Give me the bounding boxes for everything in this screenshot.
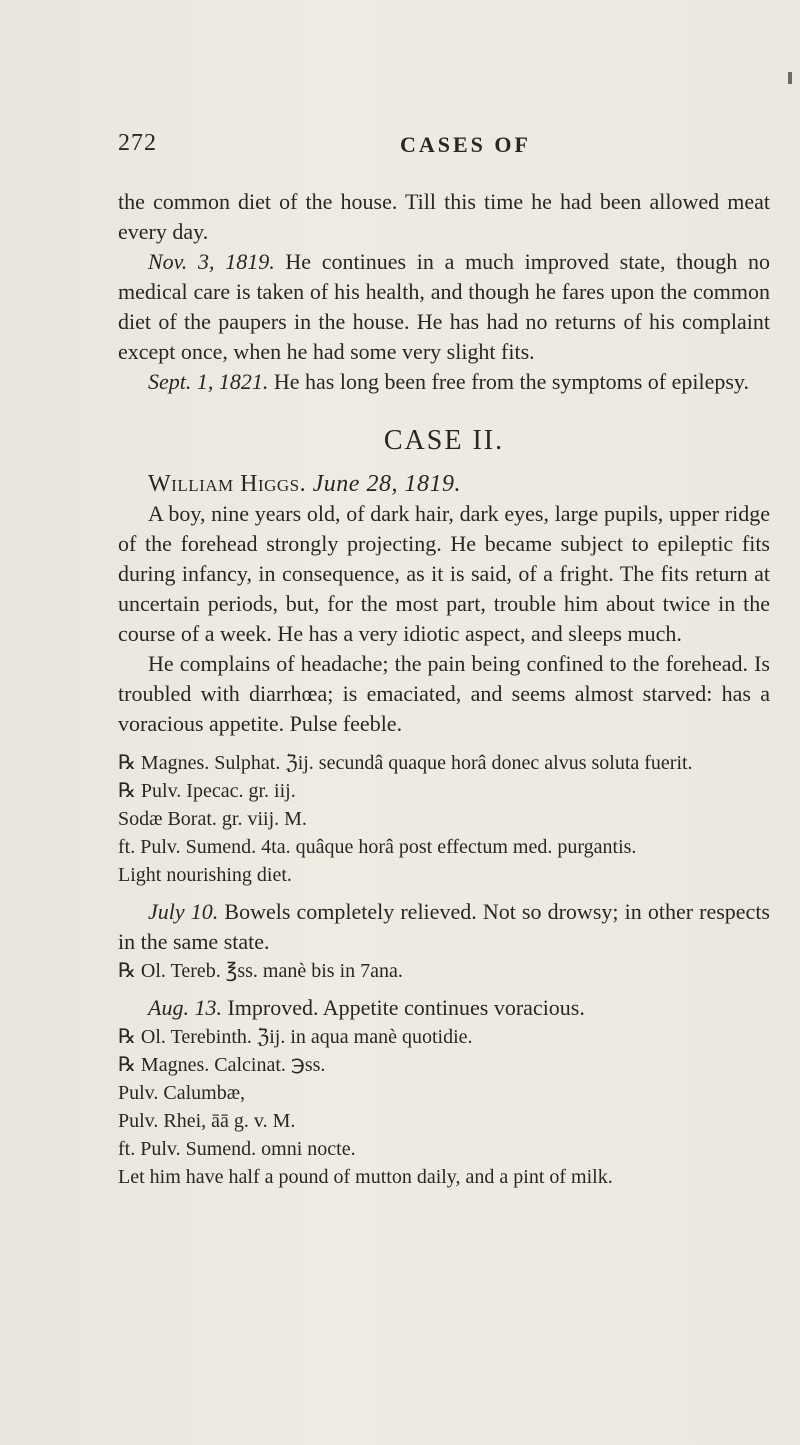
entry-text: He continues in a much improved state, though no medical care is taken of his health, and though he fares upon the common diet of the paupers in the house. He has had no returns of his complaint except once, when he had some very slight fits. [118, 249, 771, 364]
paragraph-aug-entry [118, 993, 770, 1023]
case-heading: CASE II. [383, 425, 505, 456]
entry-date: Sept. 1, 1821. [148, 369, 269, 394]
prescription-line: Pulv. Rhei, āā g. v. M. [118, 1110, 296, 1132]
prescription-line: ft. Pulv. Sumend. omni nocte. [118, 1138, 356, 1160]
entry-date: Nov. 3, 1819. [148, 249, 275, 274]
paragraph-july-entry [118, 897, 770, 957]
page-number: 272 [118, 130, 157, 156]
paragraph-continuation: the common diet of the house. Till this time he had been allowed meat every day. [118, 189, 770, 244]
paragraph-nov-entry [118, 247, 770, 367]
paragraph-symptoms: He complains of headache; the pain being confined to the forehead. Is troubled with diarrhœa; is emaciated, and seems almost starved: has a voracious appetite. Pulse feeble. [118, 651, 770, 736]
prescription-line: Light nourishing diet. [118, 864, 292, 886]
prescription-line: Pulv. Calumbæ, [118, 1082, 246, 1104]
patient-date: June 28, 1819. [312, 471, 461, 497]
page-header [118, 130, 760, 164]
patient-name: William Higgs. [148, 471, 307, 497]
page-edge-mark [788, 72, 792, 84]
entry-text: He has long been free from the symptoms of epilepsy. [273, 369, 750, 394]
prescription-line: Sodæ Borat. gr. viij. M. [118, 808, 307, 830]
paragraph-description: A boy, nine years old, of dark hair, dark eyes, large pupils, upper ridge of the forehead strongly projecting. He became subject to epileptic fits during infancy, in consequence, as it is said, of a fright. The fits return at uncertain periods, but, for the most part, trouble him about twice in the course of a week. He has a very idiotic aspect, and sleeps much. [118, 501, 770, 646]
entry-text: Improved. Appetite continues voracious. [227, 995, 585, 1020]
entry-date: July 10. [148, 899, 219, 924]
prescription-line: ℞ Magnes. Calcinat. ℈ss. [118, 1054, 326, 1076]
body-text [118, 187, 770, 1191]
prescription-line: ℞ Ol. Tereb. ℥ss. manè bis in 7ana. [118, 960, 403, 982]
prescription-line: ℞ Pulv. Ipecac. gr. iij. [118, 780, 296, 802]
prescription-line: ft. Pulv. Sumend. 4ta. quâque horâ post effectum med. purgantis. [118, 836, 637, 858]
patient-line [148, 469, 770, 499]
entry-date: Aug. 13. [148, 995, 222, 1020]
diet-instruction: Let him have half a pound of mutton daily, and a pint of milk. [118, 1166, 613, 1188]
running-head: CASES OF [400, 132, 531, 157]
prescription-line: ℞ Ol. Terebinth. ℨij. in aqua manè quotidie. [118, 1026, 473, 1048]
prescription-block [118, 749, 770, 889]
prescription-line: ℞ Magnes. Sulphat. ℨij. secundâ quaque horâ donec alvus soluta fuerit. [118, 752, 693, 774]
paragraph-sept-entry [118, 367, 770, 397]
entry-text: Bowels completely relieved. Not so drowsy; in other respects in the same state. [118, 899, 770, 954]
